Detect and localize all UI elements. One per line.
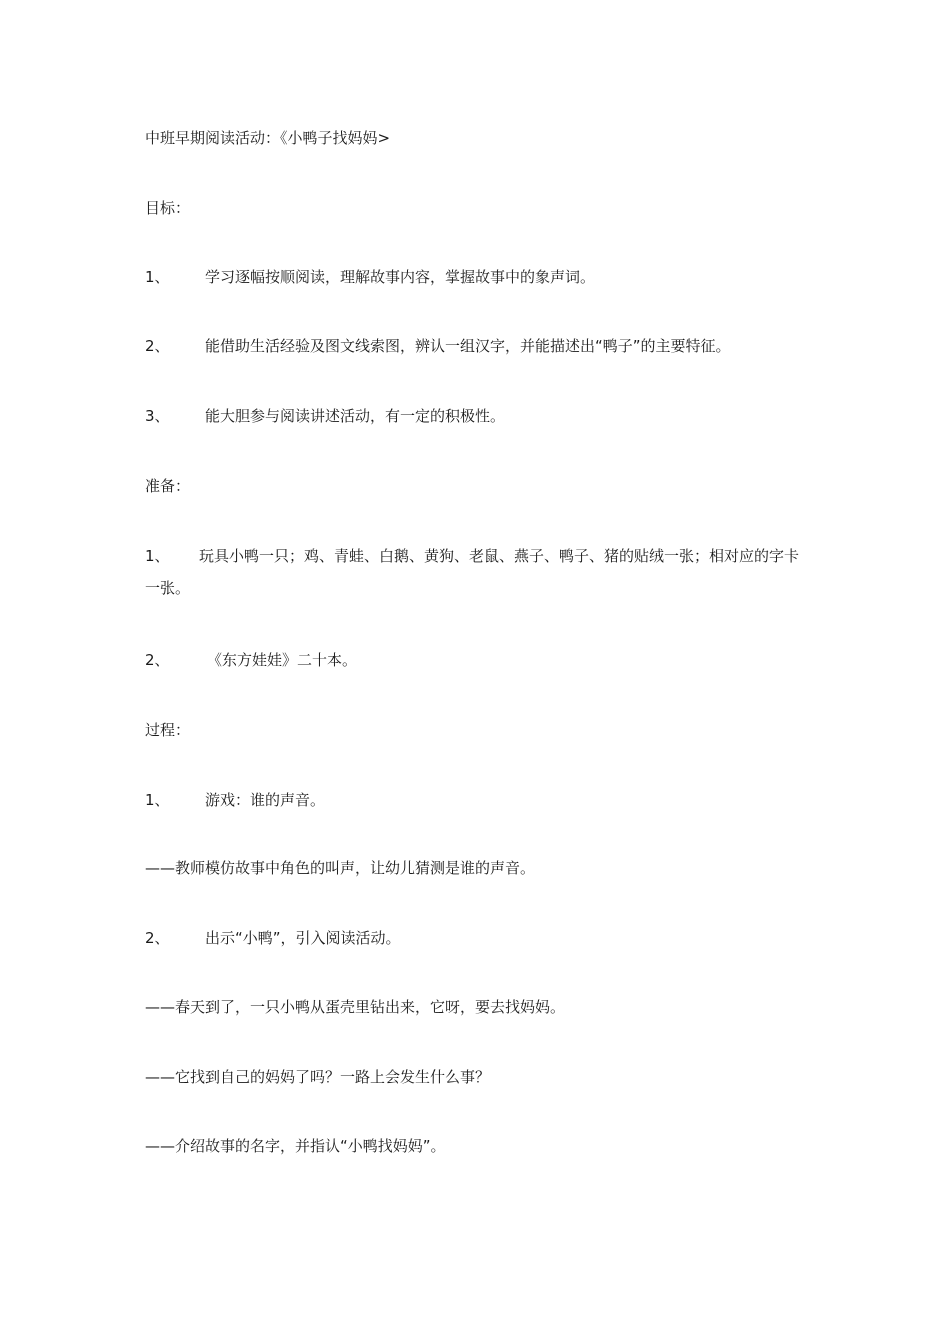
document-title: 中班早期阅读活动：《小鸭子找妈妈> (145, 129, 391, 147)
goal-number: 2、 (145, 337, 170, 355)
step-text: 出示“小鸭”，引入阅读活动。 (205, 929, 401, 947)
goal-text: 学习逐幅按顺阅读，理解故事内容，掌握故事中的象声词。 (205, 268, 596, 286)
process-step-1 (145, 790, 325, 810)
goal-item-1 (145, 267, 595, 287)
step-number: 1、 (145, 791, 170, 809)
prep-item-2 (145, 650, 357, 670)
goal-number: 1、 (145, 268, 170, 286)
goal-text: 能大胆参与阅读讲述活动，有一定的积极性。 (205, 407, 506, 425)
process-step-2-note-1: ——春天到了，一只小鸭从蛋壳里钻出来，它呀，要去找妈妈。 (145, 998, 566, 1016)
process-heading: 过程： (145, 721, 191, 739)
prep-number: 2、 (145, 651, 170, 669)
prep-heading: 准备： (145, 477, 191, 495)
step-number: 2、 (145, 929, 170, 947)
goal-number: 3、 (145, 407, 170, 425)
step-text: 游戏：谁的声音。 (205, 791, 326, 809)
process-step-1-note: ——教师模仿故事中角色的叫声，让幼儿猜测是谁的声音。 (145, 859, 536, 877)
process-step-2-note-2: ——它找到自己的妈妈了吗？一路上会发生什么事？ (145, 1068, 491, 1086)
prep-item-1 (145, 540, 810, 604)
goals-heading: 目标： (145, 199, 191, 217)
prep-text: 玩具小鸭一只；鸡、青蛙、白鹅、黄狗、老鼠、燕子、鸭子、猪的贴绒一张；相对应的字卡一张。 (145, 547, 800, 597)
prep-text: 《东方娃娃》二十本。 (207, 651, 358, 669)
process-step-2-note-3: ——介绍故事的名字，并指认“小鸭找妈妈”。 (145, 1137, 446, 1155)
prep-number: 1、 (145, 547, 170, 565)
goal-text: 能借助生活经验及图文线索图，辨认一组汉字，并能描述出“鸭子”的主要特征。 (205, 337, 731, 355)
goal-item-3 (145, 406, 505, 426)
goal-item-2 (145, 336, 731, 356)
process-step-2 (145, 928, 401, 948)
